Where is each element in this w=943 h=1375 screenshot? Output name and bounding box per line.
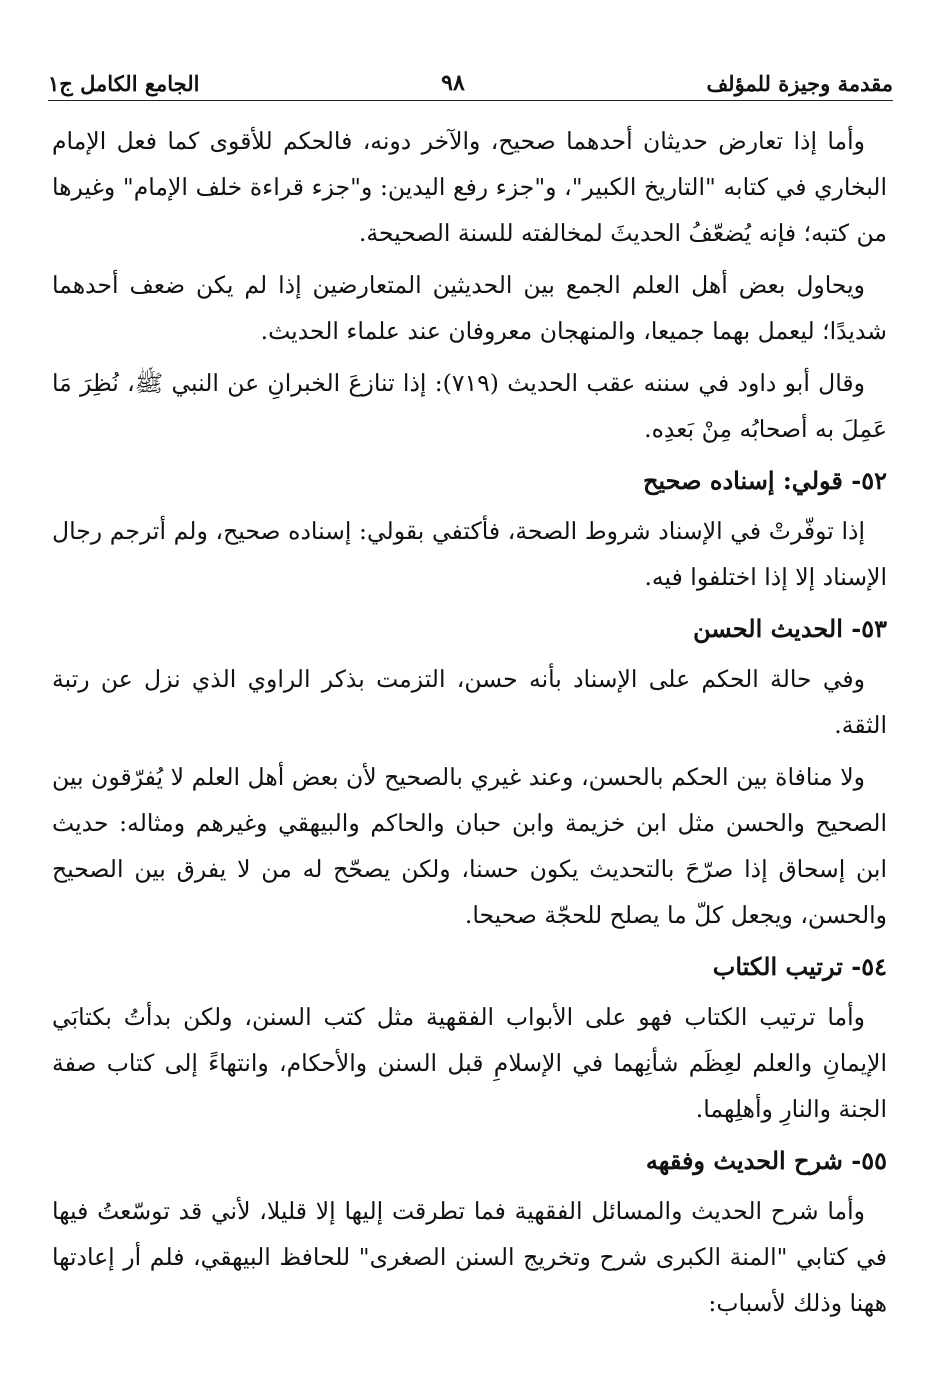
paragraph: وأما شرح الحديث والمسائل الفقهية فما تطرقت إليها إلا قليلا، لأني قد توسّعتُ فيها في كتابي "المنة الكبرى شرح وتخريج السنن الصغرى" للحافظ البيهقي، فلم أر إعادتها ههنا وذلك لأسباب: xyxy=(52,1197,887,1317)
paragraph: وفي حالة الحكم على الإسناد بأنه حسن، التزمت بذكر الراوي الذي نزل عن رتبة الثقة. xyxy=(52,665,887,739)
book-title: الجامع الكامل ج١ xyxy=(48,71,200,96)
header-divider xyxy=(48,100,893,101)
page-body xyxy=(52,118,887,1332)
section-heading: ٥٥- شرح الحديث وفقهه xyxy=(645,1146,887,1175)
paragraph: إذا توفّرتْ في الإسناد شروط الصحة، فأكتفي بقولي: إسناده صحيح، ولم أترجم رجال الإسناد إلا إذا اختلفوا فيه. xyxy=(52,517,887,591)
section-heading: ٥٢- قولي: إسناده صحيح xyxy=(642,466,887,495)
running-header xyxy=(48,56,893,96)
paragraph: وأما ترتيب الكتاب فهو على الأبواب الفقهية مثل كتب السنن، ولكن بدأتُ بكتابَي الإيمانِ والعلم لعِظَم شأنِهما في الإسلامِ قبل السنن والأحكام، وانتهاءً إلى كتاب صفة الجنة والنارِ وأهلِهما. xyxy=(52,1003,887,1123)
paragraph: ويحاول بعض أهل العلم الجمع بين الحديثين المتعارضين إذا لم يكن ضعف أحدهما شديدًا؛ ليعمل بهما جميعا، والمنهجان معروفان عند علماء الحديث. xyxy=(52,271,887,345)
paragraph: وأما إذا تعارض حديثان أحدهما صحيح، والآخر دونه، فالحكم للأقوى كما فعل الإمام البخاري في كتابه "التاريخ الكبير"، و"جزء رفع اليدين: و"جزء قراءة خلف الإمام" وغيرها من كتبه؛ فإنه يُضعّفُ الحديثَ لمخالفته للسنة الصحيحة. xyxy=(52,127,887,247)
page-number: ٩٨ xyxy=(441,70,465,96)
paragraph: ولا منافاة بين الحكم بالحسن، وعند غيري بالصحيح لأن بعض أهل العلم لا يُفرّقون بين الصحيح والحسن مثل ابن خزيمة وابن حبان والحاكم والبيهقي وغيرهم ومثاله: حديث ابن إسحاق إذا صرّحَ بالتحديث يكون حسنا، ولكن يصحّح له من لا يفرق بين الصحيح والحسن، ويجعل كلّ ما يصلح للحجّة صحيحا. xyxy=(52,763,887,929)
section-title: مقدمة وجيزة للمؤلف xyxy=(706,71,893,96)
paragraph: وقال أبو داود في سننه عقب الحديث (٧١٩): إذا تنازعَ الخبرانِ عن النبي ﷺ، نُظِرَ مَا عَمِلَ به أصحابُه مِنْ بَعدِه. xyxy=(52,369,887,443)
section-heading: ٥٤- ترتيب الكتاب xyxy=(712,952,887,981)
section-heading: ٥٣- الحديث الحسن xyxy=(693,614,887,643)
